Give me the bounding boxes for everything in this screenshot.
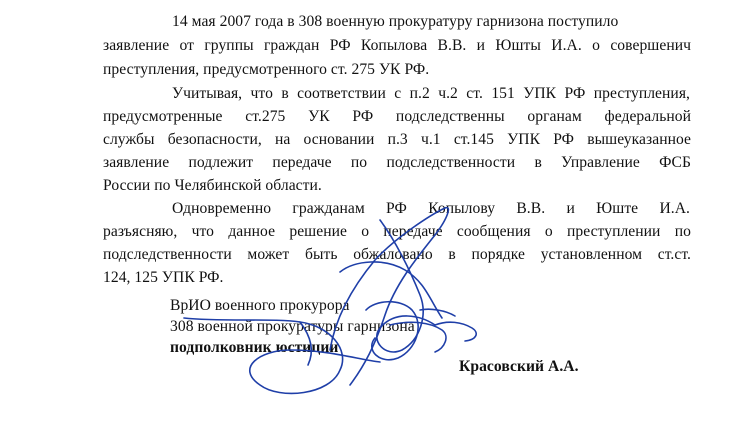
paragraph-1-line-2: заявление от группы граждан РФ Копылова В.В. и Юшты И.А. о совершенич (103, 37, 691, 54)
paragraph-2-line-4: заявление подлежит передаче по подследственности в Управление ФСБ (103, 154, 691, 171)
signature-title-line-1: ВрИО военного прокурора (170, 297, 350, 314)
paragraph-2-line-2: предусмотренные ст.275 УК РФ подследственны органам федеральной (103, 108, 691, 125)
signatory-name: Красовский А.А. (459, 358, 579, 375)
paragraph-3-line-1: Одновременно гражданам РФ Копылову В.В. и Юште И.А. (172, 200, 690, 217)
paragraph-2-line-1: Учитывая, что в соответствии с п.2 ч.2 ст. 151 УПК РФ преступления, (172, 85, 690, 102)
paragraph-2-line-5: России по Челябинской области. (103, 177, 322, 194)
paragraph-1-line-1: 14 мая 2007 года в 308 военную прокуратуру гарнизона поступило (172, 13, 619, 30)
paragraph-3-line-4: 124, 125 УПК РФ. (103, 269, 224, 286)
paragraph-3-line-2: разъясняю, что данное решение о передаче сообщения о преступлении по (103, 223, 691, 240)
signature-title-line-2: 308 военной прокуратуры гарнизона (170, 318, 415, 335)
paragraph-2-line-3: службы безопасности, на основании п.3 ч.1 ст.145 УПК РФ вышеуказанное (103, 131, 691, 148)
paragraph-1-line-3: преступления, предусмотренного ст. 275 УК РФ. (103, 61, 430, 78)
paragraph-3-line-3: подследственности может быть обжаловано в порядке установленном ст.ст. (103, 246, 691, 263)
signature-rank: подполковник юстиции (170, 339, 339, 356)
